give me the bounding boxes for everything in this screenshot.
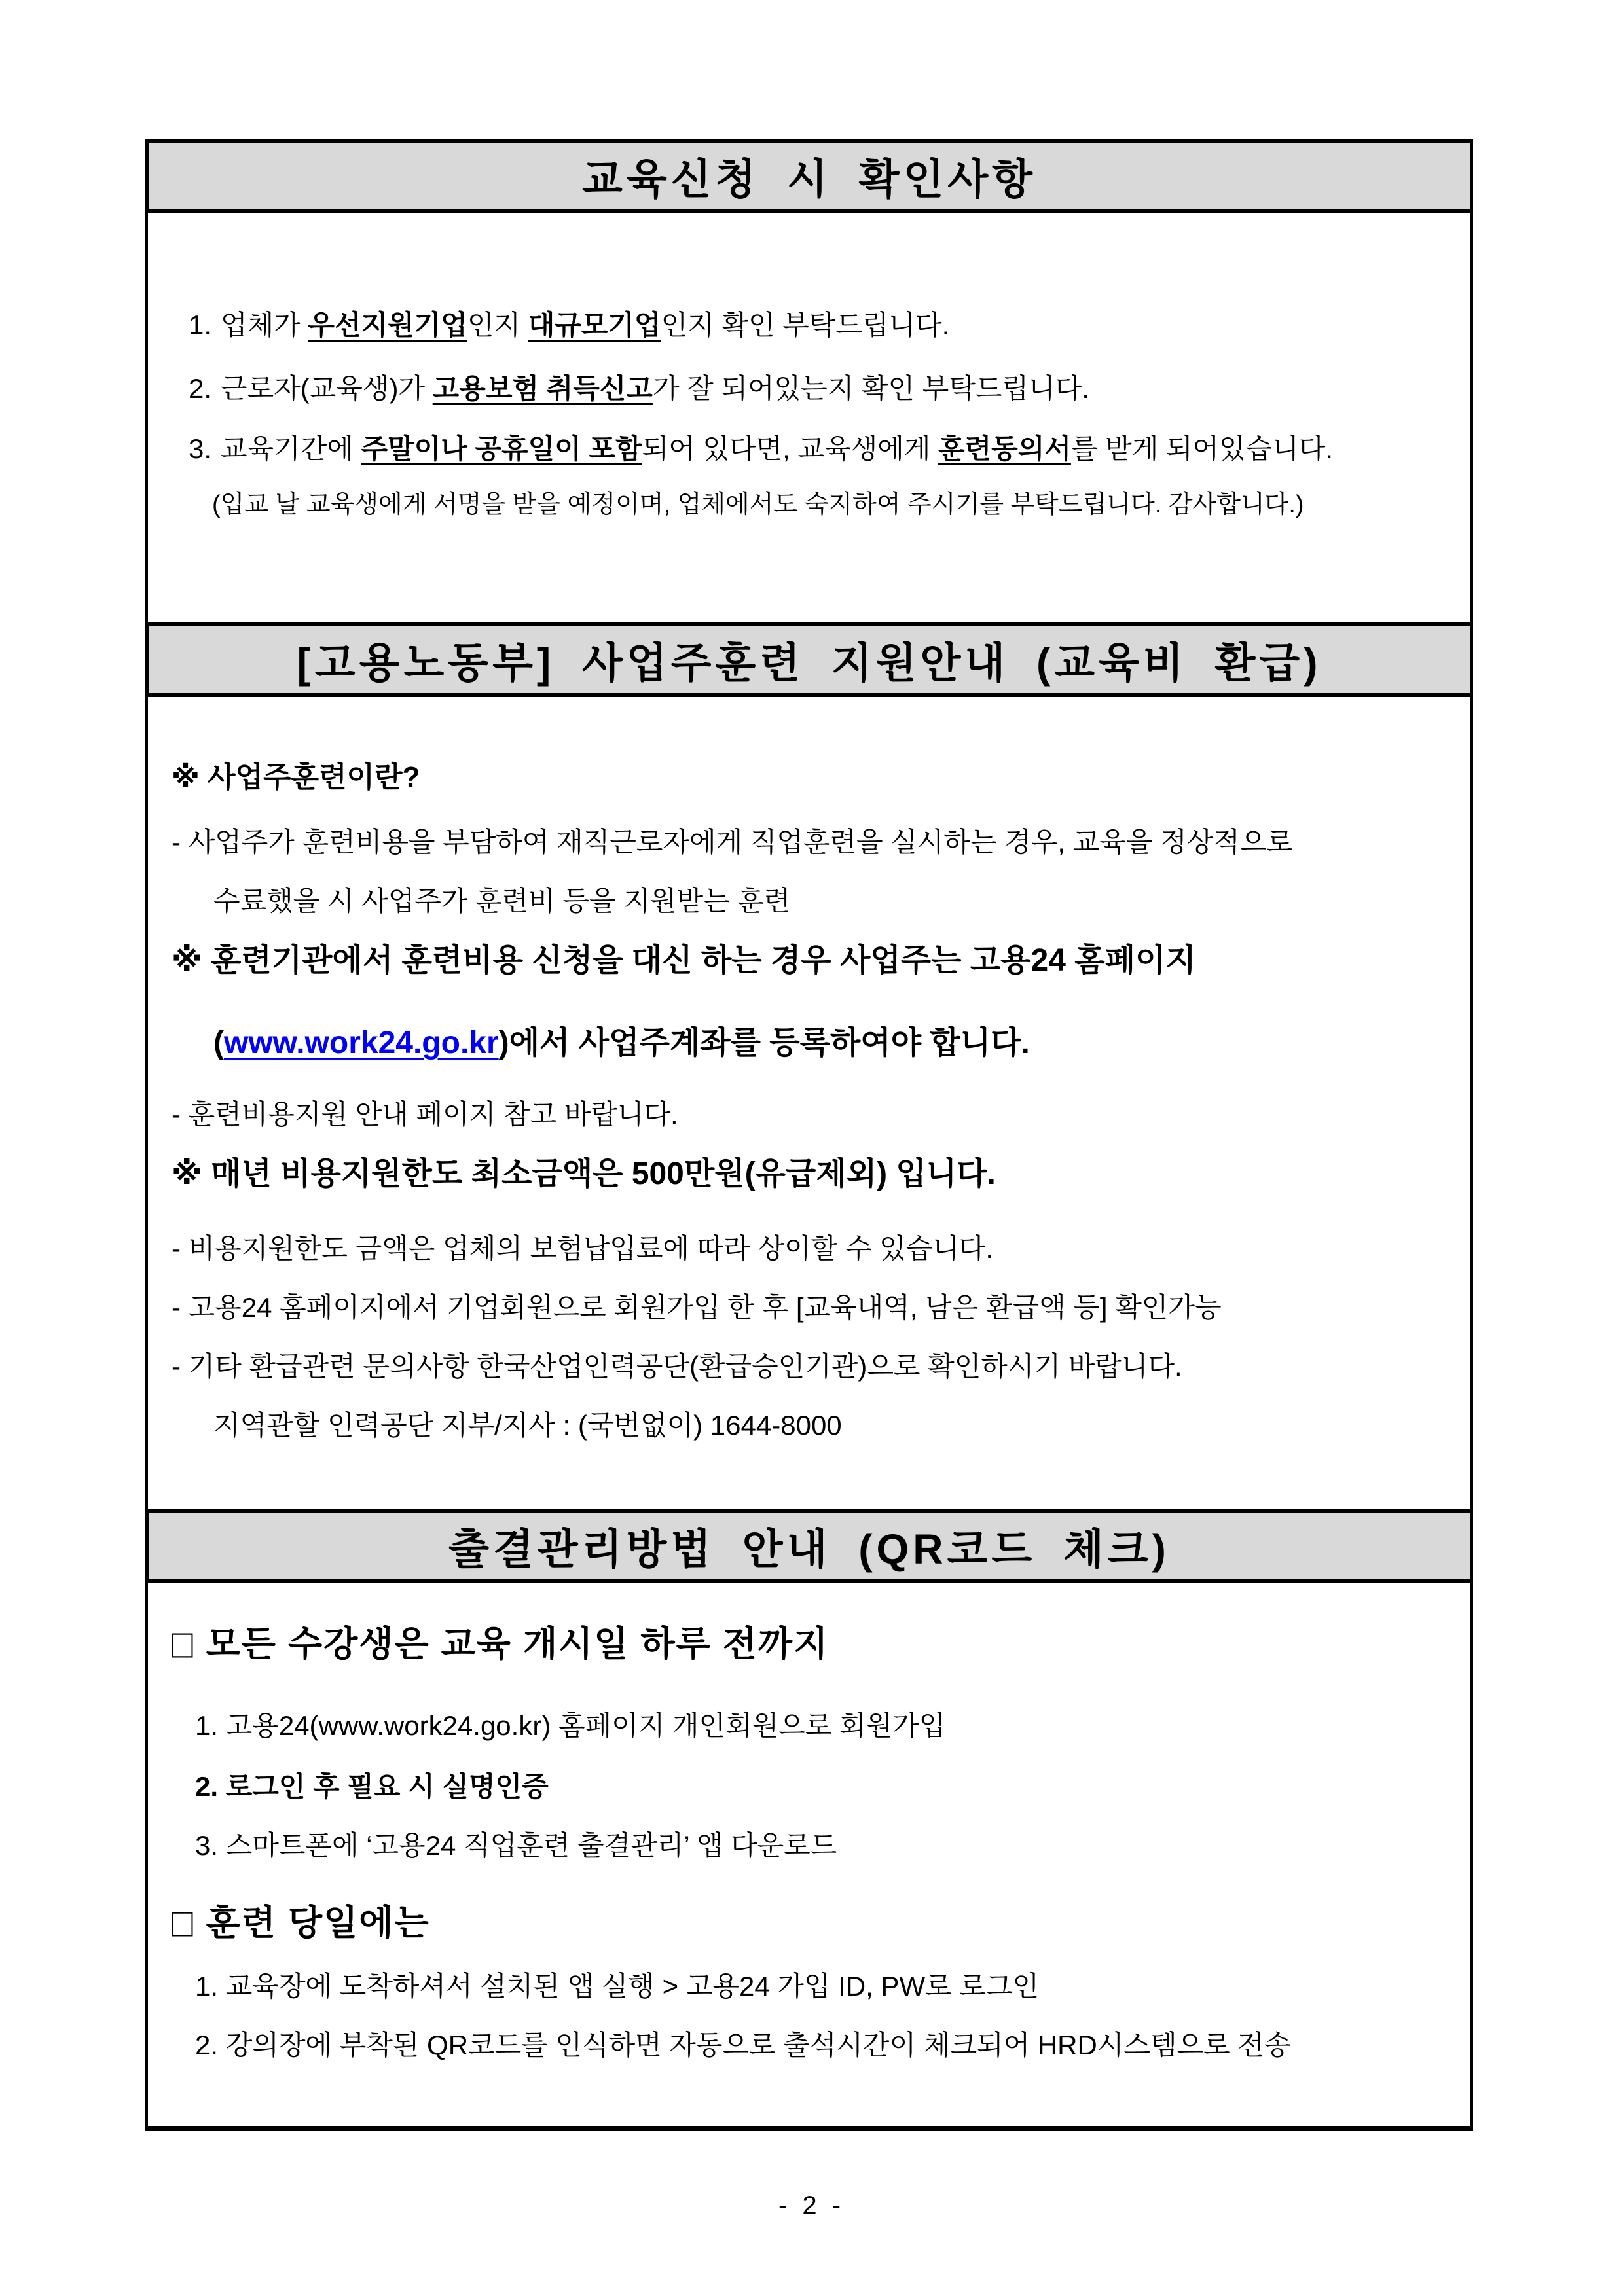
notice-document [145, 139, 1473, 2131]
note-register-account [213, 1024, 1464, 1063]
section-title: [고용노동부] 사업주훈련 지원안내 (교육비 환급) [297, 639, 1322, 687]
text-segment: 근로자(교육생)가 [221, 373, 433, 404]
note-corporate-member: - 고용24 홈페이지에서 기업회원으로 회원가입 한 후 [교육내역, 남은 환급액 등] 확인가능 [172, 1292, 1222, 1323]
text-segment: 인지 확인 부탁드립니다. [661, 310, 950, 340]
text-segment: 되어 있다면, 교육생에게 [642, 433, 939, 464]
heading-text: 훈련 당일에는 [206, 1903, 430, 1943]
text-segment: 가 잘 되어있는지 확인 부탁드립니다. [652, 373, 1089, 404]
confirm-item-1 [189, 308, 1464, 342]
highlight-large-company: 대규모기업 [528, 310, 661, 340]
highlight-training-consent: 훈련동의서 [938, 433, 1071, 464]
confirm-item-3 [189, 432, 1464, 466]
section-title: 교육신청 시 확인사항 [582, 156, 1036, 203]
item-number: 1. [189, 310, 212, 340]
text-segment: 인지 [467, 310, 528, 340]
note-limit-varies: - 비용지원한도 금액은 업체의 보험납입료에 따라 상이할 수 있습니다. [172, 1233, 994, 1264]
question-what-is-employer-training: ※ 사업주훈련이란? [172, 761, 420, 793]
text-segment: 업체가 [221, 310, 308, 340]
text-segment: 교육기간에 [221, 433, 361, 464]
heading-training-day [172, 1901, 1464, 1945]
employer-training-desc-line-1: - 사업주가 훈련비용을 부담하여 재직근로자에게 직업훈련을 실시하는 경우, 교육을 정상적으로 [172, 827, 1293, 857]
note-training-agency-application: ※ 훈련기관에서 훈련비용 신청을 대신 하는 경우 사업주는 고용24 홈페이지 [172, 943, 1196, 978]
note-annual-support-limit: ※ 매년 비용지원한도 최소금액은 500만원(유급제외) 입니다. [172, 1157, 996, 1191]
page-number: - 2 - [778, 2191, 845, 2220]
employer-training-desc-line-2: 수료했을 시 사업주가 훈련비 등을 지원받는 훈련 [213, 886, 791, 916]
checkbox-icon: □ [172, 1621, 194, 1667]
highlight-priority-company: 우선지원기업 [308, 310, 467, 340]
checkbox-icon: □ [172, 1900, 194, 1946]
highlight-employment-insurance: 고용보험 취득신고 [432, 373, 653, 404]
highlight-weekend-holiday: 주말이나 공휴일이 포함 [361, 433, 642, 464]
step-download-app: 3. 스마트폰에 ‘고용24 직업훈련 출결관리’ 앱 다운로드 [195, 1830, 837, 1861]
confirm-item-2 [189, 372, 1464, 406]
step-join-work24: 1. 고용24(www.work24.go.kr) 홈페이지 개인회원으로 회원가입 [195, 1710, 946, 1741]
step-login-verify: 2. 로그인 후 필요 시 실명인증 [195, 1771, 549, 1802]
section-body-confirm-items [145, 213, 1473, 622]
step-run-app-login: 1. 교육장에 도착하셔서 설치된 앱 실행 > 고용24 가입 ID, PW로 로그인 [195, 1971, 1040, 2001]
section-body-attendance [145, 1583, 1473, 2131]
text-segment: )에서 사업주계좌를 등록하여야 합니다. [498, 1026, 1030, 1060]
heading-before-start [172, 1623, 1464, 1666]
section-title: 출결관리방법 안내 (QR코드 체크) [448, 1526, 1170, 1573]
section-header-attendance [145, 1509, 1473, 1583]
step-scan-qr: 2. 강의장에 부착된 QR코드를 인식하면 자동으로 출석시간이 체크되어 HRD시스템으로 전송 [195, 2030, 1291, 2060]
work24-link[interactable]: www.work24.go.kr [223, 1026, 499, 1060]
note-regional-office-phone: 지역관할 인력공단 지부/지사 : (국번없이) 1644-8000 [213, 1410, 842, 1441]
section-header-employer-training [145, 622, 1473, 697]
item-number: 2. [189, 373, 212, 404]
text-segment: 를 받게 되어있습니다. [1070, 433, 1334, 464]
item-number: 3. [189, 433, 212, 464]
note-support-page: - 훈련비용지원 안내 페이지 참고 바랍니다. [172, 1099, 678, 1130]
note-refund-inquiry: - 기타 환급관련 문의사항 한국산업인력공단(환급승인기관)으로 확인하시기 바랍니다. [172, 1351, 1182, 1382]
heading-text: 모든 수강생은 교육 개시일 하루 전까지 [206, 1624, 830, 1664]
confirm-note: (입교 날 교육생에게 서명을 받을 예정이며, 업체에서도 숙지하여 주시기를 부탁드립니다. 감사합니다.) [212, 491, 1304, 518]
section-body-employer-training [145, 697, 1473, 1509]
text-segment: ( [213, 1026, 224, 1060]
section-header-confirm-items [145, 139, 1473, 213]
